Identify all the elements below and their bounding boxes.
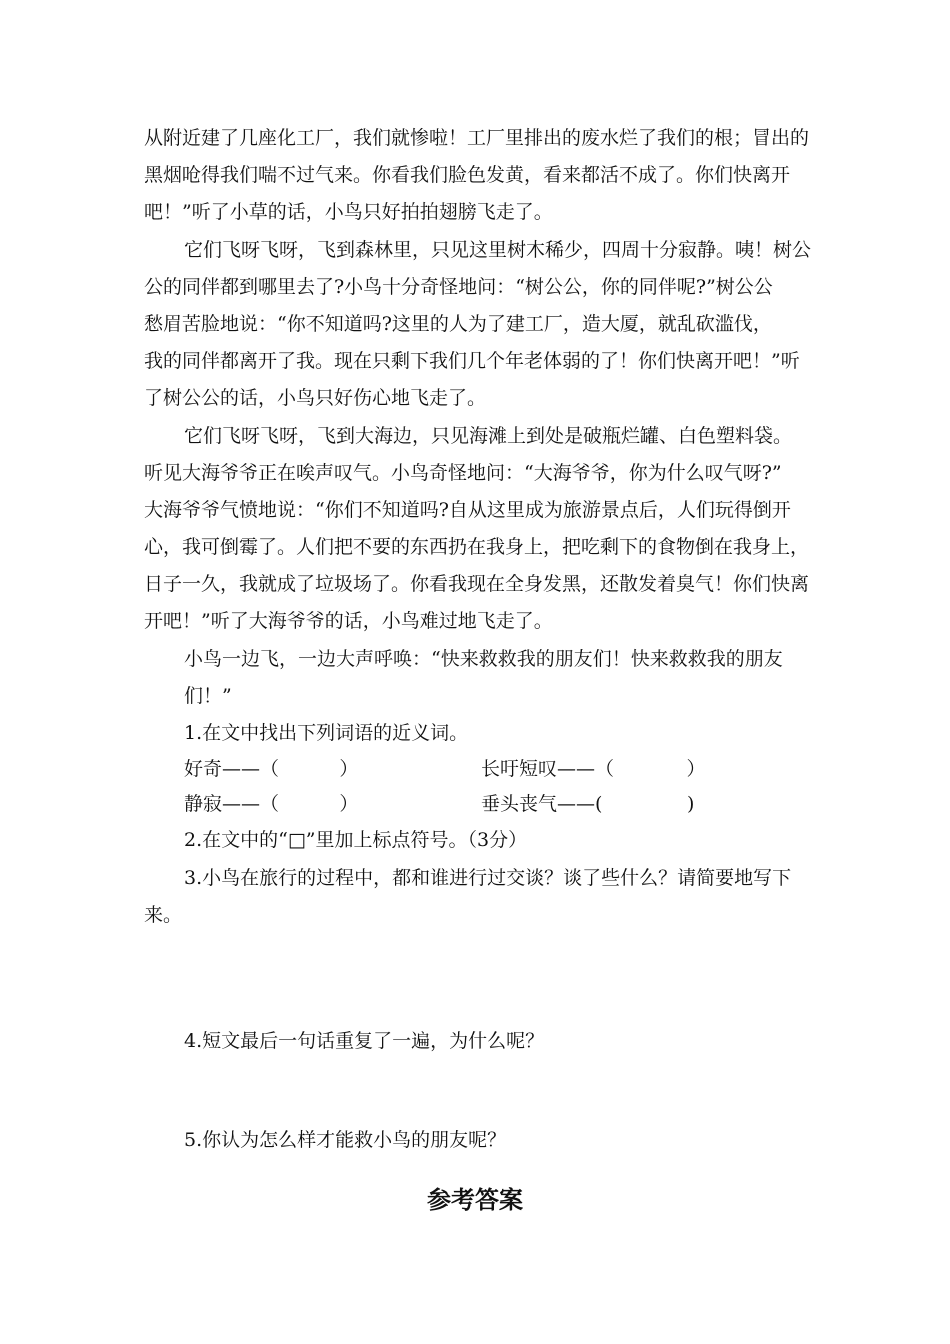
passage-line: 心，我可倒霉了。人们把不要的东西扔在我身上，把吃剩下的食物倒在我身上， xyxy=(144,536,810,558)
passage-line: 我的同伴都离开了我。现在只剩下我们几个年老体弱的了！你们快离开吧！”听 xyxy=(144,350,800,372)
passage-line: 开吧！”听了大海爷爷的话，小鸟难过地飞走了。 xyxy=(144,610,553,632)
passage-line: 日子一久，我就成了垃圾场了。你看我现在全身发黑，还散发着臭气！你们快离 xyxy=(144,573,810,595)
passage-line: 它们飞呀飞呀，飞到大海边，只见海滩上到处是破瓶烂罐、白色塑料袋。 xyxy=(184,425,793,447)
passage-line: 小鸟一边飞，一边大声呼唤：“快来救救我的朋友们！快来救救我的朋友 xyxy=(184,648,783,670)
synonym-item: 垂头丧气——( ) xyxy=(481,793,695,815)
passage-line: 愁眉苦脸地说：“你不知道吗?这里的人为了建工厂，造大厦，就乱砍滥伐， xyxy=(144,313,772,335)
passage-line: 大海爷爷气愤地说：“你们不知道吗?自从这里成为旅游景点后，人们玩得倒开 xyxy=(144,499,791,521)
synonym-item: 长吁短叹——（ ） xyxy=(481,758,706,780)
question-1: 1.在文中找出下列词语的近义词。 xyxy=(184,722,469,744)
question-2: 2.在文中的“□”里加上标点符号。（3分） xyxy=(184,829,528,851)
question-3-cont: 来。 xyxy=(144,904,183,926)
question-4: 4.短文最后一句话重复了一遍，为什么呢？ xyxy=(184,1030,545,1052)
answer-heading: 参考答案 xyxy=(427,1186,523,1214)
passage-line: 公的同伴都到哪里去了?小鸟十分奇怪地问：“树公公，你的同伴呢?”树公公 xyxy=(144,276,773,298)
passage-line: 黑烟呛得我们喘不过气来。你看我们脸色发黄，看来都活不成了。你们快离开 xyxy=(144,164,791,186)
passage-line: 吧！”听了小草的话，小鸟只好拍拍翅膀飞走了。 xyxy=(144,201,553,223)
synonym-item: 好奇——（ ） xyxy=(184,758,359,780)
passage-line: 们！” xyxy=(184,685,232,707)
synonym-item: 静寂——（ ） xyxy=(184,793,359,815)
passage-line: 从附近建了几座化工厂，我们就惨啦！工厂里排出的废水烂了我们的根；冒出的 xyxy=(144,127,810,149)
passage-line: 了树公公的话，小鸟只好伤心地飞走了。 xyxy=(144,387,487,409)
passage-line: 听见大海爷爷正在唉声叹气。小鸟奇怪地问：“大海爷爷，你为什么叹气呀?” xyxy=(144,462,782,484)
question-3: 3.小鸟在旅行的过程中，都和谁进行过交谈？谈了些什么？请简要地写下 xyxy=(184,867,792,889)
passage-line: 它们飞呀飞呀，飞到森林里，只见这里树木稀少，四周十分寂静。咦！树公 xyxy=(184,239,812,261)
question-5: 5.你认为怎么样才能救小鸟的朋友呢？ xyxy=(184,1129,507,1151)
